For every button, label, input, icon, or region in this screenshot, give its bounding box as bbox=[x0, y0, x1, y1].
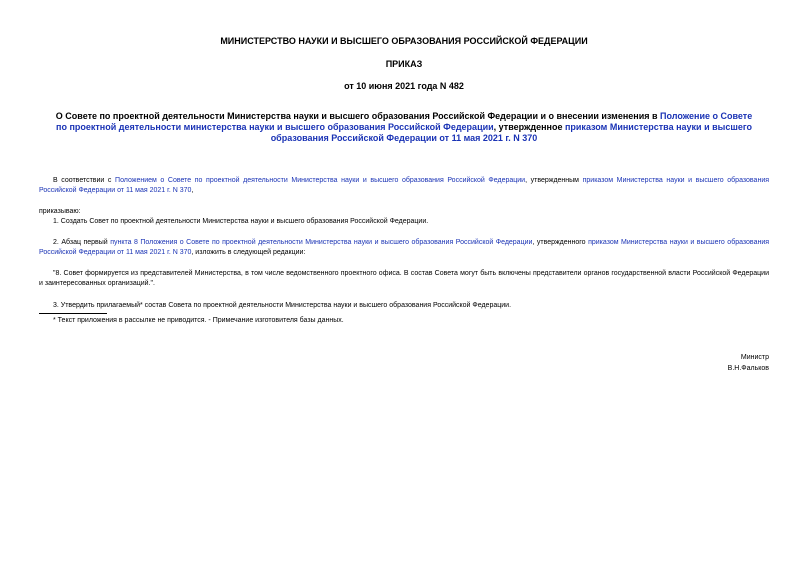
document-title bbox=[39, 111, 769, 144]
preamble-link-regulation[interactable]: Положением о Совете по проектной деятельности Министерства науки и высшего образования Российской Федерации bbox=[115, 177, 526, 184]
footnote-divider bbox=[39, 313, 107, 314]
signature-block bbox=[728, 352, 769, 374]
item-3-paragraph: 3. Утвердить прилагаемый* состав Совета по проектной деятельности Министерства науки и высшего образования Российской Федерации. bbox=[53, 302, 512, 309]
signature-name: В.Н.Фальков bbox=[727, 365, 769, 372]
item-2-link-order[interactable]: приказом Министерства науки и высшего образования Российской Федерации от 11 мая 2021 г. N 370 bbox=[39, 239, 770, 256]
item-2-text: , утвержденного bbox=[532, 239, 589, 246]
title-link-order[interactable]: приказом Министерства науки и высшего образования Российской Федерации от 11 мая 2021 г. N 370 bbox=[270, 122, 752, 143]
item-2-link-clause[interactable]: пункта 8 Положения о Совете по проектной деятельности Министерства науки и высшего образования Российской Федерации bbox=[110, 239, 533, 246]
title-text: О Совете по проектной деятельности Министерства науки и высшего образования Российской Федерации и о внесении изменения в bbox=[55, 111, 661, 121]
footnote-text: * Текст приложения в рассылке не приводится. - Примечание изготовителя базы данных. bbox=[53, 317, 344, 324]
item-1-paragraph: 1. Создать Совет по проектной деятельности Министерства науки и высшего образования Российской Федерации. bbox=[53, 218, 429, 225]
title-link-regulation[interactable]: Положение о Совете по проектной деятельности министерства науки и высшего образования Российской Федерации bbox=[56, 111, 753, 132]
document-page bbox=[39, 36, 770, 372]
preamble-text: В соответствии с bbox=[53, 177, 116, 184]
item-2-text: 2. Абзац первый bbox=[53, 239, 111, 246]
preamble-text: , bbox=[191, 187, 194, 194]
preamble-link-order[interactable]: приказом Министерства науки и высшего образования Российской Федерации от 11 мая 2021 г. N 370 bbox=[39, 177, 770, 194]
quote-paragraph: "8. Совет формируется из представителей Министерства, в том числе ведомственного проектного офиса. В состав Совета могут быть включены представители органов государственной власти Российской Федерации и заинтересованных организаций.". bbox=[39, 270, 769, 287]
signature-position: Министр bbox=[740, 354, 769, 361]
preamble-paragraph bbox=[39, 176, 769, 196]
title-text: , утвержденное bbox=[493, 122, 565, 132]
item-2-text: , изложить в следующей редакции: bbox=[191, 249, 306, 256]
date-number-heading: от 10 июня 2021 года N 482 bbox=[344, 81, 464, 91]
preamble-text: , утвержденным bbox=[525, 177, 583, 184]
ministry-heading: МИНИСТЕРСТВО НАУКИ И ВЫСШЕГО ОБРАЗОВАНИЯ РОССИЙСКОЙ ФЕДЕРАЦИИ bbox=[220, 36, 588, 46]
document-type-heading: ПРИКАЗ bbox=[385, 59, 423, 69]
item-2-paragraph bbox=[39, 238, 769, 258]
order-word: приказываю: bbox=[39, 208, 81, 215]
